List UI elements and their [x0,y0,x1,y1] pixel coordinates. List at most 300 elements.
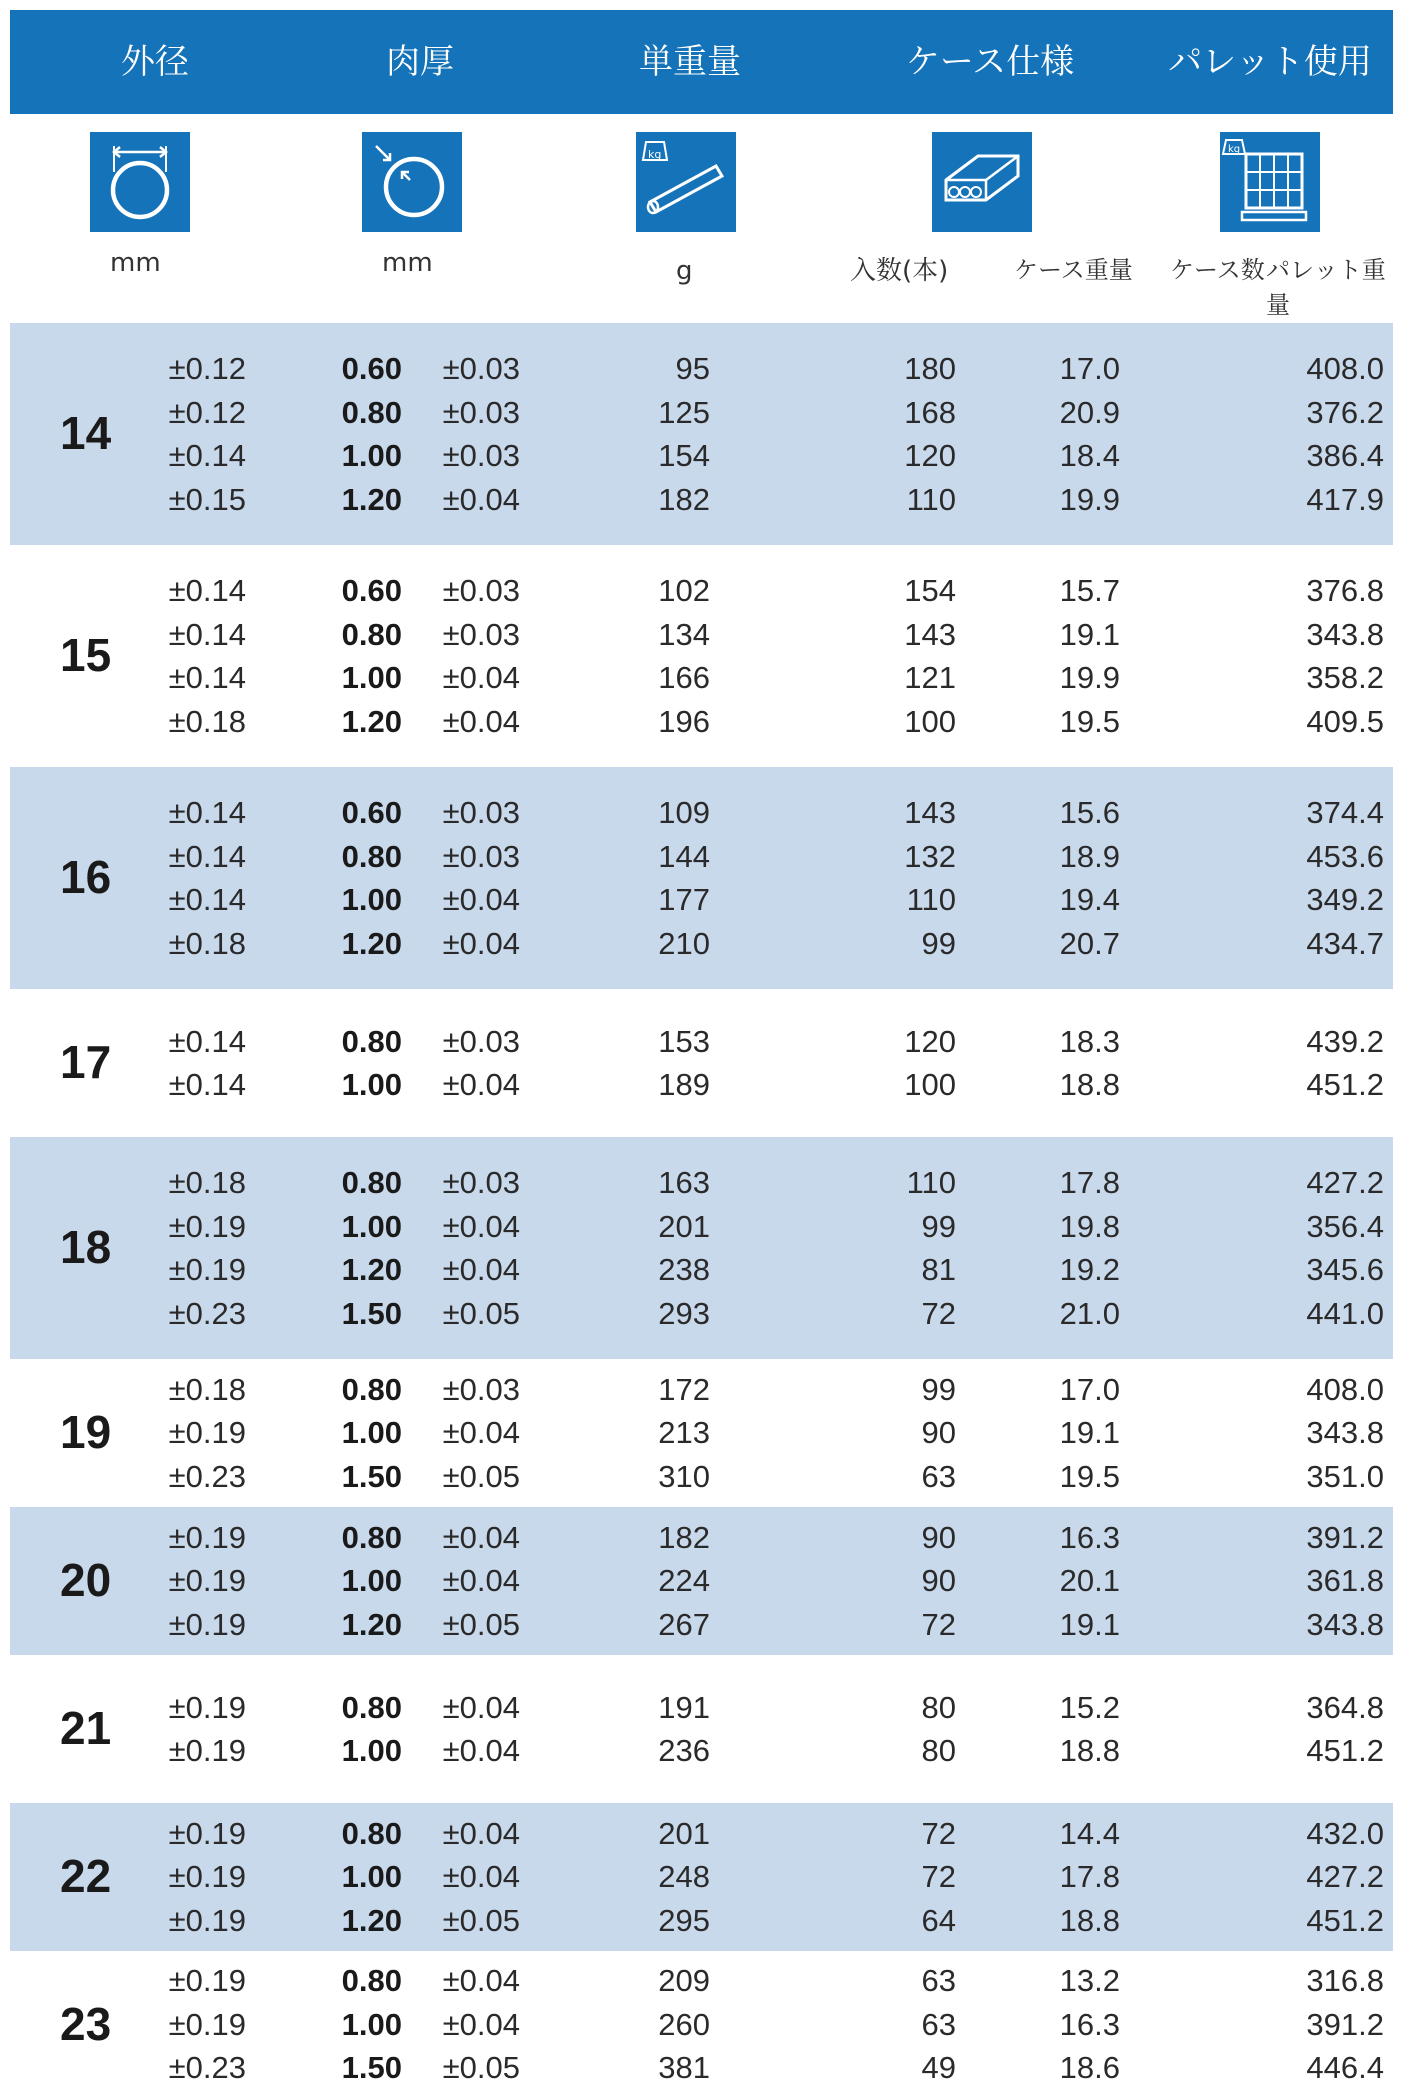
group-rows [10,347,1393,521]
svg-text:kg: kg [648,148,662,161]
case-weight: 13.2 [1059,1963,1120,1999]
od-tolerance: ±0.19 [168,2006,246,2042]
unit-weight: 177 [658,882,710,917]
table-row [10,1455,1393,1499]
case-quantity: 110 [906,882,956,917]
pallet-weight: 408.0 [1306,1371,1384,1407]
wall-tolerance: ±0.04 [442,660,520,695]
pallet-icon [1220,132,1320,232]
pallet-weight: 451.2 [1306,1067,1384,1102]
unit-weight: 102 [658,573,710,608]
unit-weight: 144 [658,838,710,874]
wall-thickness: 0.80 [341,616,402,652]
table-row [10,1899,1393,1943]
wall-thickness: 0.80 [341,1165,402,1200]
unit-weight: 310 [658,1458,710,1494]
wall-thickness: 1.20 [341,1606,402,1642]
case-weight: 19.1 [1059,616,1120,652]
outer-diameter-value: 14 [60,407,112,459]
case-weight: 19.8 [1059,1208,1120,1244]
wall-thickness: 1.00 [341,1208,402,1244]
pallet-weight: 376.2 [1306,394,1384,430]
table-row [10,391,1393,435]
pallet-weight: 427.2 [1306,1859,1384,1895]
header-weight: 単重量 [639,42,741,82]
table-row [10,1516,1393,1560]
table-row [10,347,1393,391]
pallet-weight: 391.2 [1306,2006,1384,2042]
unit-weight: 166 [658,660,710,695]
case-quantity: 49 [921,2050,956,2086]
table-row [10,1855,1393,1899]
case-quantity: 99 [921,1371,956,1407]
pallet-weight: 408.0 [1306,351,1384,386]
pallet-weight: 453.6 [1306,838,1384,874]
unit-weight: 134 [658,616,710,652]
case-quantity: 90 [921,1415,956,1451]
od-tolerance: ±0.15 [168,481,246,517]
pallet-weight: 343.8 [1306,1606,1384,1642]
table-row [10,1959,1393,2003]
outer-diameter-value: 15 [60,629,112,681]
case-weight: 17.8 [1059,1165,1120,1200]
size-group-14 [10,323,1393,545]
case-weight: 20.9 [1059,394,1120,430]
case-quantity: 64 [921,1902,956,1938]
wall-tolerance: ±0.05 [442,2050,520,2086]
wall-thickness: 1.00 [341,1415,402,1451]
od-tolerance: ±0.19 [168,1815,246,1851]
pallet-weight: 316.8 [1306,1963,1384,1999]
od-unit: mm [110,248,161,278]
case-qty-label: 入数(本) [850,256,949,286]
table-row [10,1161,1393,1205]
case-icon [932,132,1032,232]
pallet-weight: 434.7 [1306,925,1384,961]
unit-weight: 293 [658,1295,710,1331]
table-row [10,1292,1393,1336]
wall-tolerance: ±0.03 [442,1165,520,1200]
wall-thickness: 1.00 [341,882,402,917]
pallet-weight: 343.8 [1306,1415,1384,1451]
case-quantity: 63 [921,1963,956,1999]
case-quantity: 63 [921,1458,956,1494]
od-tolerance: ±0.14 [168,616,246,652]
size-group-19 [10,1359,1393,1507]
pallet-weight-label: パレット重量 [1266,256,1386,319]
wall-tolerance: ±0.04 [442,1563,520,1599]
wall-tolerance: ±0.04 [442,882,520,917]
od-tolerance: ±0.19 [168,1415,246,1451]
wall-tolerance: ±0.05 [442,1295,520,1331]
unit-weight: 109 [658,795,710,830]
od-tolerance: ±0.18 [168,703,246,739]
wall-tolerance: ±0.04 [442,925,520,961]
wall-tolerance: ±0.03 [442,573,520,608]
wall-tolerance: ±0.03 [442,795,520,830]
od-tolerance: ±0.23 [168,2050,246,2086]
wall-unit: mm [382,248,433,278]
pallet-weight: 386.4 [1306,438,1384,473]
table-row [10,700,1393,744]
table-row [10,1686,1393,1730]
wall-thickness: 0.80 [341,1689,402,1725]
wall-thickness: 0.80 [341,1963,402,1999]
case-weight: 19.2 [1059,1252,1120,1287]
wall-tolerance: ±0.03 [442,1023,520,1059]
wall-thickness: 1.00 [341,660,402,695]
table-row [10,1063,1393,1107]
pallet-weight: 446.4 [1306,2050,1384,2086]
unit-weight: 224 [658,1563,710,1599]
unit-weight: 238 [658,1252,710,1287]
wall-tolerance: ±0.03 [442,394,520,430]
wall-tolerance: ±0.03 [442,438,520,473]
case-quantity: 63 [921,2006,956,2042]
od-tolerance: ±0.18 [168,1165,246,1200]
unit-weight: 248 [658,1859,710,1895]
wall-thickness: 1.00 [341,1563,402,1599]
wall-thickness: 0.80 [341,838,402,874]
wall-thickness: 1.20 [341,1252,402,1287]
case-weight: 19.9 [1059,481,1120,517]
size-group-23 [10,1951,1393,2098]
outer-diameter-icon [90,132,190,232]
case-weight: 17.0 [1059,1371,1120,1407]
case-quantity: 80 [921,1689,956,1725]
pallet-weight: 409.5 [1306,703,1384,739]
case-weight: 19.4 [1059,882,1120,917]
outer-diameter-value: 23 [60,1997,112,2050]
case-weight: 14.4 [1059,1815,1120,1851]
od-tolerance: ±0.14 [168,1023,246,1059]
table-row [10,2003,1393,2047]
od-tolerance: ±0.14 [168,838,246,874]
od-tolerance: ±0.18 [168,925,246,961]
weight-unit: g [676,256,693,286]
od-tolerance: ±0.14 [168,438,246,473]
unit-weight: 189 [658,1067,710,1102]
group-rows [10,1812,1393,1943]
unit-weight: 154 [658,438,710,473]
size-group-22 [10,1803,1393,1951]
case-quantity: 168 [904,394,956,430]
wall-tolerance: ±0.04 [442,703,520,739]
case-quantity: 132 [904,838,956,874]
case-weight: 17.0 [1059,351,1120,386]
pallet-weight: 374.4 [1306,795,1384,830]
case-quantity: 120 [904,1023,956,1059]
wall-tolerance: ±0.03 [442,351,520,386]
wall-tolerance: ±0.03 [442,616,520,652]
pallet-weight: 441.0 [1306,1295,1384,1331]
case-weight: 17.8 [1059,1859,1120,1895]
group-rows [10,1368,1393,1499]
od-tolerance: ±0.19 [168,1208,246,1244]
wall-tolerance: ±0.05 [442,1902,520,1938]
unit-weight: 201 [658,1815,710,1851]
case-count-label: ケース数 [1170,256,1265,284]
size-group-18 [10,1137,1393,1359]
case-weight: 19.1 [1059,1606,1120,1642]
table-header [10,10,1393,114]
wall-tolerance: ±0.04 [442,1415,520,1451]
table-row [10,569,1393,613]
wall-tolerance: ±0.04 [442,1733,520,1768]
wall-tolerance: ±0.05 [442,1458,520,1494]
header-pallet: パレット使用 [1168,42,1372,82]
table-row [10,791,1393,835]
unit-weight: 182 [658,481,710,517]
case-weight: 19.5 [1059,703,1120,739]
case-quantity: 90 [921,1519,956,1555]
unit-weight: 191 [658,1689,710,1725]
group-rows [10,1516,1393,1647]
table-row [10,1812,1393,1856]
case-weight: 18.6 [1059,2050,1120,2086]
case-quantity: 154 [904,573,956,608]
wall-tolerance: ±0.04 [442,1963,520,1999]
pallet-weight: 364.8 [1306,1689,1384,1725]
od-tolerance: ±0.19 [168,1689,246,1725]
unit-weight: 163 [658,1165,710,1200]
case-quantity: 100 [904,703,956,739]
table-row [10,1020,1393,1064]
od-tolerance: ±0.14 [168,573,246,608]
case-quantity: 143 [904,616,956,652]
wall-thickness: 1.20 [341,1902,402,1938]
unit-weight: 295 [658,1902,710,1938]
od-tolerance: ±0.14 [168,660,246,695]
unit-weight: 196 [658,703,710,739]
od-tolerance: ±0.19 [168,1733,246,1768]
wall-thickness: 0.60 [341,795,402,830]
od-tolerance: ±0.19 [168,1519,246,1555]
wall-tolerance: ±0.04 [442,2006,520,2042]
wall-thickness-icon [362,132,462,232]
pallet-weight: 417.9 [1306,481,1384,517]
case-quantity: 121 [904,660,956,695]
case-weight: 21.0 [1059,1295,1120,1331]
table-row [10,1368,1393,1412]
case-quantity: 72 [921,1815,956,1851]
wall-tolerance: ±0.04 [442,1689,520,1725]
header-wall: 肉厚 [386,42,454,82]
case-weight: 18.8 [1059,1733,1120,1768]
pallet-weight: 439.2 [1306,1023,1384,1059]
table-row [10,922,1393,966]
case-weight: 18.9 [1059,838,1120,874]
wall-thickness: 0.60 [341,351,402,386]
wall-thickness: 1.20 [341,481,402,517]
table-row [10,835,1393,879]
size-group-21 [10,1655,1393,1803]
case-quantity: 120 [904,438,956,473]
pallet-weight: 361.8 [1306,1563,1384,1599]
unit-weight: 95 [675,351,710,386]
pallet-weight: 451.2 [1306,1902,1384,1938]
table-row [10,1729,1393,1773]
case-weight: 18.8 [1059,1902,1120,1938]
pallet-weight: 349.2 [1306,882,1384,917]
case-weight: 20.7 [1059,925,1120,961]
od-tolerance: ±0.19 [168,1606,246,1642]
outer-diameter-value: 20 [60,1554,112,1606]
group-rows [10,1161,1393,1335]
group-rows [10,791,1393,965]
wall-tolerance: ±0.05 [442,1606,520,1642]
wall-tolerance: ±0.04 [442,1815,520,1851]
unit-weight: 213 [658,1415,710,1451]
wall-thickness: 0.80 [341,394,402,430]
case-quantity: 143 [904,795,956,830]
case-quantity: 110 [906,1165,956,1200]
wall-thickness: 1.50 [341,1295,402,1331]
pallet-weight: 343.8 [1306,616,1384,652]
unit-weight: 209 [658,1963,710,1999]
table-row [10,1559,1393,1603]
od-tolerance: ±0.14 [168,882,246,917]
case-weight: 19.1 [1059,1415,1120,1451]
wall-thickness: 0.80 [341,1371,402,1407]
case-weight: 18.4 [1059,438,1120,473]
unit-weight: 201 [658,1208,710,1244]
case-quantity: 72 [921,1295,956,1331]
wall-tolerance: ±0.03 [442,838,520,874]
od-tolerance: ±0.14 [168,1067,246,1102]
table-row [10,878,1393,922]
table-row [10,1603,1393,1647]
od-tolerance: ±0.12 [168,351,246,386]
table-row [10,656,1393,700]
pallet-weight: 432.0 [1306,1815,1384,1851]
pallet-weight: 345.6 [1306,1252,1384,1287]
wall-tolerance: ±0.03 [442,1371,520,1407]
case-quantity: 72 [921,1859,956,1895]
spec-table [10,10,1393,2098]
wall-thickness: 1.00 [341,1733,402,1768]
od-tolerance: ±0.23 [168,1458,246,1494]
case-weight: 15.6 [1059,795,1120,830]
wall-tolerance: ±0.04 [442,1252,520,1287]
table-row [10,478,1393,522]
size-group-17 [10,989,1393,1137]
header-case: ケース仕様 [905,42,1075,82]
outer-diameter-value: 16 [60,851,112,903]
outer-diameter-value: 19 [60,1406,112,1458]
case-weight-label: ケース重量 [1014,256,1133,284]
unit-weight: 210 [658,925,710,961]
table-row [10,2046,1393,2090]
case-quantity: 99 [921,925,956,961]
wall-thickness: 1.00 [341,2006,402,2042]
pallet-weight: 451.2 [1306,1733,1384,1768]
wall-tolerance: ±0.04 [442,1208,520,1244]
wall-tolerance: ±0.04 [442,1067,520,1102]
table-row [10,613,1393,657]
od-tolerance: ±0.23 [168,1295,246,1331]
wall-thickness: 1.00 [341,1067,402,1102]
case-quantity: 81 [921,1252,956,1287]
unit-weight: 125 [658,394,710,430]
pallet-weight: 376.8 [1306,573,1384,608]
case-quantity: 180 [904,351,956,386]
case-weight: 20.1 [1059,1563,1120,1599]
unit-weight: 381 [658,2050,710,2086]
group-rows [10,1686,1393,1773]
od-tolerance: ±0.18 [168,1371,246,1407]
wall-thickness: 1.20 [341,925,402,961]
od-tolerance: ±0.19 [168,1563,246,1599]
case-quantity: 72 [921,1606,956,1642]
table-row [10,1205,1393,1249]
unit-weight: 236 [658,1733,710,1768]
size-group-16 [10,767,1393,989]
size-group-15 [10,545,1393,767]
pallet-weight: 427.2 [1306,1165,1384,1200]
unit-weight: 267 [658,1606,710,1642]
wall-thickness: 1.00 [341,1859,402,1895]
wall-thickness: 0.80 [341,1519,402,1555]
case-weight: 15.2 [1059,1689,1120,1725]
case-weight: 19.9 [1059,660,1120,695]
unit-weight: 260 [658,2006,710,2042]
od-tolerance: ±0.19 [168,1859,246,1895]
case-quantity: 99 [921,1208,956,1244]
wall-thickness: 0.80 [341,1815,402,1851]
wall-thickness: 1.50 [341,2050,402,2086]
case-weight: 19.5 [1059,1458,1120,1494]
wall-thickness: 1.00 [341,438,402,473]
outer-diameter-value: 22 [60,1850,112,1902]
unit-weight: 172 [658,1371,710,1407]
unit-weight: 182 [658,1519,710,1555]
header-od: 外径 [121,42,189,82]
wall-thickness: 0.60 [341,573,402,608]
svg-text:kg: kg [1228,144,1241,155]
pallet-weight: 358.2 [1306,660,1384,695]
group-rows [10,1959,1393,2090]
case-weight: 16.3 [1059,1519,1120,1555]
table-row [10,1248,1393,1292]
case-weight: 15.7 [1059,573,1120,608]
group-rows [10,1020,1393,1107]
wall-thickness: 0.80 [341,1023,402,1059]
pallet-weight: 391.2 [1306,1519,1384,1555]
outer-diameter-value: 18 [60,1221,112,1273]
wall-tolerance: ±0.04 [442,481,520,517]
wall-thickness: 1.20 [341,703,402,739]
case-weight: 16.3 [1059,2006,1120,2042]
wall-tolerance: ±0.04 [442,1519,520,1555]
table-row [10,434,1393,478]
wall-thickness: 1.50 [341,1458,402,1494]
outer-diameter-value: 17 [60,1036,112,1088]
od-tolerance: ±0.19 [168,1252,246,1287]
od-tolerance: ±0.12 [168,394,246,430]
group-rows [10,569,1393,743]
od-tolerance: ±0.19 [168,1902,246,1938]
od-tolerance: ±0.19 [168,1963,246,1999]
case-quantity: 90 [921,1563,956,1599]
weight-icon [636,132,736,232]
outer-diameter-value: 21 [60,1702,112,1754]
pallet-weight: 356.4 [1306,1208,1384,1244]
wall-tolerance: ±0.04 [442,1859,520,1895]
size-group-20 [10,1507,1393,1655]
table-row [10,1411,1393,1455]
case-weight: 18.8 [1059,1067,1120,1102]
